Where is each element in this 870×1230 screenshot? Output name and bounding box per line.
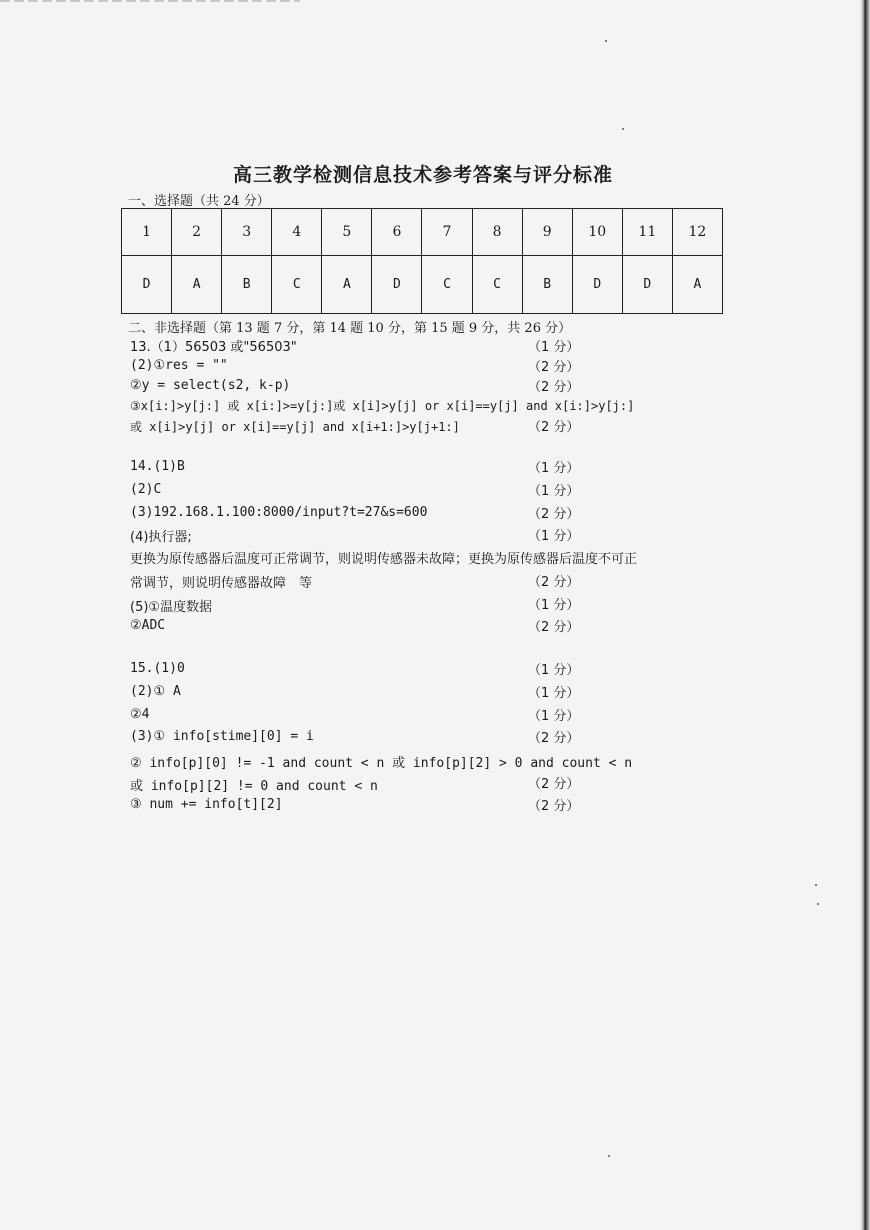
answer-line-q15-3-1: (3)① info[stime][0] = i	[130, 729, 314, 744]
answer-line-q15-1: 15.(1)0	[130, 661, 185, 676]
answer-line-q15-2-1: (2)① A	[130, 684, 181, 699]
answer-line-q13-2-3b: 或 x[i]>y[j] or x[i]==y[j] and x[i+1:]>y[j+1:]	[130, 420, 460, 434]
answer-cell: D	[372, 256, 422, 314]
answer-cell: C	[422, 256, 472, 314]
question-number-row	[122, 209, 723, 256]
question-number-cell: 8	[472, 209, 522, 256]
score-q13-2-3: （2 分）	[528, 420, 580, 435]
scan-speck	[622, 128, 624, 130]
answer-cell: B	[222, 256, 272, 314]
answer-cell: A	[172, 256, 222, 314]
document-title: 高三教学检测信息技术参考答案与评分标准	[232, 164, 613, 186]
score-q15-3-1: （2 分）	[528, 731, 580, 746]
answer-line-q15-2-2: ②4	[130, 707, 150, 722]
score-q13-2-1: （2 分）	[528, 360, 580, 375]
scan-speck	[605, 40, 607, 42]
scan-page-edge	[860, 0, 870, 1230]
answer-cell: C	[272, 256, 322, 314]
score-q14-3: （2 分）	[528, 507, 580, 522]
score-q13-2-2: （2 分）	[528, 380, 580, 395]
answer-line-q14-4-explain-a: 更换为原传感器后温度可正常调节，则说明传感器未故障；更换为原传感器后温度不可正	[130, 552, 638, 567]
answer-row	[122, 256, 723, 314]
score-q15-2-1: （1 分）	[528, 686, 580, 701]
scan-speck	[815, 884, 817, 886]
score-q14-5-1: （1 分）	[528, 598, 580, 613]
question-number-cell: 10	[572, 209, 622, 256]
answer-line-q14-5-2: ②ADC	[130, 618, 166, 633]
answer-line-q13-1: 13.（1）56503 或"56503"	[130, 340, 297, 355]
answer-cell: A	[322, 256, 372, 314]
score-q15-3-3: （2 分）	[528, 799, 580, 814]
answer-line-q15-3-3: ③ num += info[t][2]	[130, 797, 283, 812]
section-2-heading: 二、非选择题（第 13 题 7 分，第 14 题 10 分，第 15 题 9 分，共 26 分）	[128, 321, 572, 336]
answer-line-q14-2: (2)C	[130, 482, 162, 497]
scan-speck	[817, 903, 819, 905]
answer-line-q13-2-1: (2)①res = ""	[130, 358, 228, 373]
answer-cell: D	[572, 256, 622, 314]
answer-line-q14-4-explain-b: 常调节，则说明传感器故障 等	[130, 576, 313, 591]
score-q14-1: （1 分）	[528, 461, 580, 476]
question-number-cell: 6	[372, 209, 422, 256]
score-q14-5-2: （2 分）	[528, 620, 580, 635]
answer-cell: C	[472, 256, 522, 314]
score-q15-3-2: （2 分）	[528, 777, 580, 792]
question-number-cell: 4	[272, 209, 322, 256]
answer-line-q13-2-3a: ③x[i:]>y[j:] 或 x[i:]>=y[j:]或 x[i]>y[j] or x[i]==y[j] and x[i:]>y[j:]	[130, 399, 635, 413]
score-q14-4-explain: （2 分）	[528, 575, 580, 590]
score-q13-1: （1 分）	[528, 340, 580, 355]
multiple-choice-answer-table	[121, 208, 723, 314]
score-q14-2: （1 分）	[528, 484, 580, 499]
answer-line-q13-2-2: ②y = select(s2, k-p)	[130, 378, 291, 393]
score-q14-4: （1 分）	[528, 529, 580, 544]
question-number-cell: 7	[422, 209, 472, 256]
score-q15-1: （1 分）	[528, 663, 580, 678]
answer-cell: D	[122, 256, 172, 314]
score-q15-2-2: （1 分）	[528, 709, 580, 724]
answer-cell: D	[622, 256, 672, 314]
answer-line-q15-3-2a: ② info[p][0] != -1 and count < n 或 info[p][2] > 0 and count < n	[130, 756, 633, 771]
scan-artifact-top	[0, 0, 300, 2]
question-number-cell: 3	[222, 209, 272, 256]
question-number-cell: 9	[522, 209, 572, 256]
scan-speck	[608, 1155, 610, 1157]
question-number-cell: 2	[172, 209, 222, 256]
section-1-heading: 一、选择题（共 24 分）	[128, 194, 270, 209]
answer-line-q14-3: (3)192.168.1.100:8000/input?t=27&s=600	[130, 505, 428, 520]
answer-line-q14-4: (4)执行器;	[130, 530, 192, 545]
answer-cell: B	[522, 256, 572, 314]
answer-line-q14-1: 14.(1)B	[130, 459, 185, 474]
question-number-cell: 5	[322, 209, 372, 256]
answer-line-q14-5-1: (5)①温度数据	[130, 600, 213, 615]
answer-line-q15-3-2b: 或 info[p][2] != 0 and count < n	[130, 779, 378, 794]
question-number-cell: 11	[622, 209, 672, 256]
answer-cell: A	[672, 256, 722, 314]
question-number-cell: 1	[122, 209, 172, 256]
question-number-cell: 12	[672, 209, 722, 256]
